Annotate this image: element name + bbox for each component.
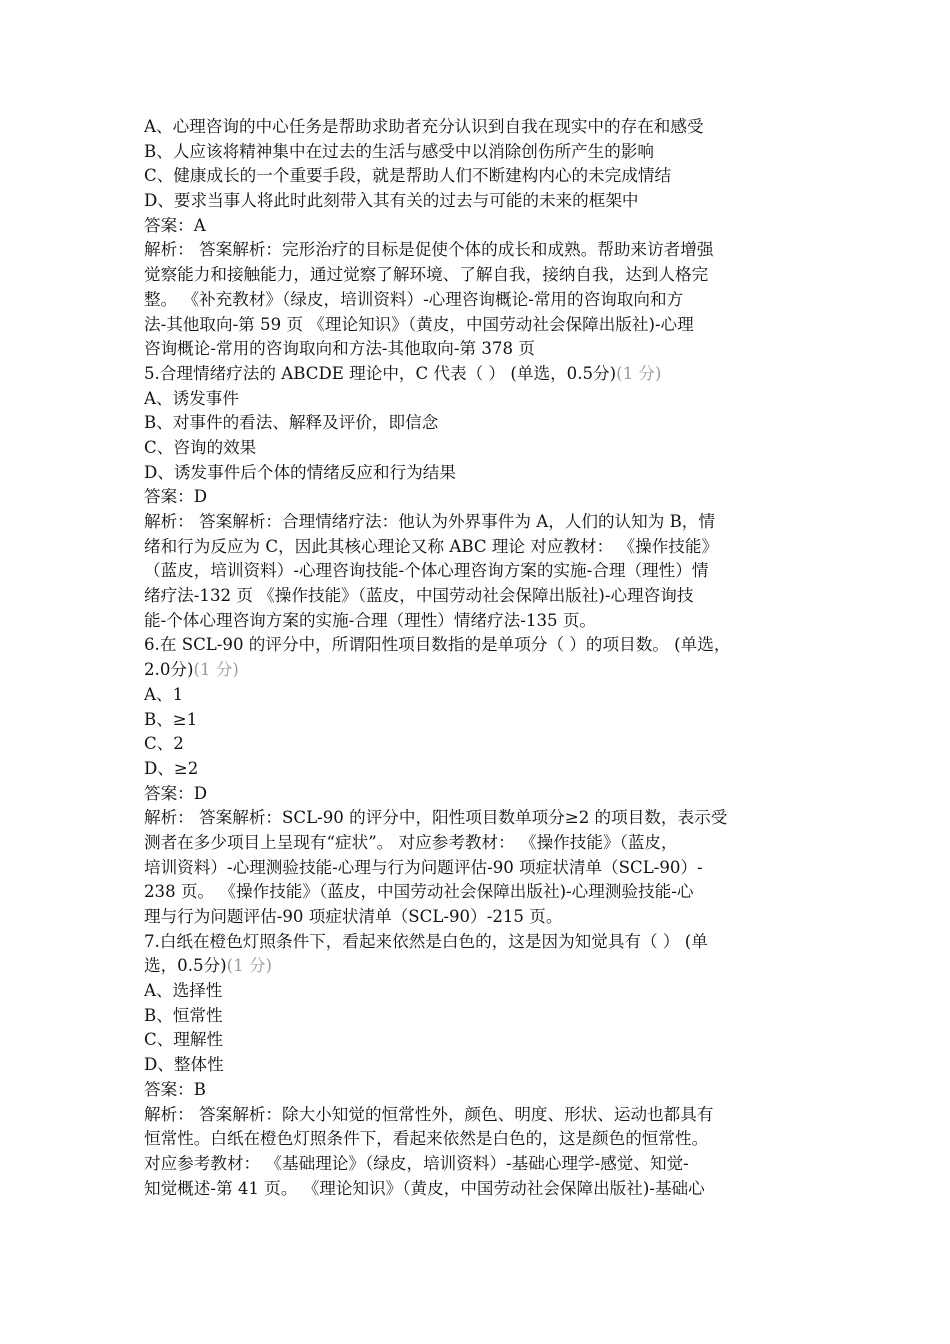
- q7-explanation-line: 对应参考教材： 《基础理论》（绿皮，培训资料）-基础心理学-感觉、知觉-: [144, 1153, 689, 1173]
- q7-explanation-line: 知觉概述-第 41 页。 《理论知识》（黄皮，中国劳动社会保障出版社)-基础心: [144, 1178, 705, 1198]
- q7-explanation-line: 恒常性。白纸在橙色灯照条件下，看起来依然是白色的，这是颜色的恒常性。: [144, 1129, 709, 1149]
- q5-option-d: D、诱发事件后个体的情绪反应和行为结果: [144, 462, 456, 482]
- q7-question: 7.白纸在橙色灯照条件下，看起来依然是白色的，这是因为知觉具有（ ） (单: [144, 931, 708, 951]
- q5-question: [144, 362, 812, 387]
- q5-explanation-line: （蓝皮，培训资料）-心理咨询技能-个体心理咨询方案的实施-合理（理性）情: [144, 561, 709, 581]
- q4-option-c: C、健康成长的一个重要手段，就是帮助人们不断建构内心的未完成情结: [144, 166, 672, 186]
- q7-option-d: D、整体性: [144, 1055, 224, 1075]
- q5-explanation-line: 解析： 答案解析：合理情绪疗法：他认为外界事件为 A，人们的认知为 B，情: [144, 512, 715, 531]
- q6-explanation-line: 238 页。 《操作技能》（蓝皮，中国劳动社会保障出版社)-心理测验技能-心: [144, 882, 694, 902]
- q4-explanation-line: 整。 《补充教材》（绿皮，培训资料）-心理咨询概论-常用的咨询取向和方: [144, 289, 684, 309]
- q5-answer: 答案：D: [144, 487, 208, 507]
- q7-question-cont: [144, 954, 812, 979]
- q6-score: (1 分): [193, 660, 239, 680]
- q6-option-d: D、≥2: [144, 758, 199, 778]
- q7-explanation-line: 解析： 答案解析：除大小知觉的恒常性外，颜色、明度、形状、运动也都具有: [144, 1104, 714, 1124]
- q4-option-a: A、心理咨询的中心任务是帮助求助者充分认识到自我在现实中的存在和感受: [144, 117, 704, 136]
- q4-explanation-line: 咨询概论-常用的咨询取向和方法-其他取向-第 378 页: [144, 339, 535, 359]
- q7-option-b: B、恒常性: [144, 1005, 223, 1025]
- q6-option-a: A、1: [144, 684, 184, 704]
- q6-question: 6.在 SCL-90 的评分中，所谓阳性项目数指的是单项分（ ）的项目数。 (单选，: [144, 635, 731, 655]
- q6-explanation-line: 理与行为问题评估-90 项症状清单（SCL-90）-215 页。: [144, 907, 563, 926]
- q4-option-d: D、要求当事人将此时此刻带入其有关的过去与可能的未来的框架中: [144, 191, 639, 211]
- q4-option-b: B、人应该将精神集中在过去的生活与感受中以消除创伤所产生的影响: [144, 141, 655, 161]
- q6-explanation-line: 解析： 答案解析：SCL-90 的评分中，阳性项目数单项分≥2 的项目数，表示受: [144, 808, 728, 828]
- q5-option-c: C、咨询的效果: [144, 437, 257, 457]
- q5-explanation-line: 绪和行为反应为 C，因此其核心理论又称 ABC 理论 对应教材： 《操作技能》: [144, 536, 719, 556]
- q5-option-b: B、对事件的看法、解释及评价，即信念: [144, 413, 439, 433]
- q6-option-c: C、2: [144, 734, 184, 754]
- q4-explanation-line: 解析： 答案解析：完形治疗的目标是促使个体的成长和成熟。帮助来访者增强: [144, 240, 714, 260]
- document-page: [144, 115, 812, 1201]
- q6-question-text: 2.0分): [144, 660, 194, 680]
- q7-score: (1 分): [226, 956, 273, 976]
- q6-question-cont: [144, 658, 812, 683]
- q6-explanation-line: 测者在多少项目上呈现有“症状”。 对应参考教材： 《操作技能》（蓝皮，: [144, 832, 678, 852]
- q7-answer: 答案：B: [144, 1079, 206, 1099]
- q7-question-text: 选，0.5分): [144, 956, 227, 976]
- q4-explanation-line: 觉察能力和接触能力，通过觉察了解环境、了解自我，接纳自我，达到人格完: [144, 265, 709, 285]
- q4-answer: 答案：A: [144, 215, 206, 235]
- q5-option-a: A、诱发事件: [144, 388, 239, 408]
- q5-explanation-line: 能-个体心理咨询方案的实施-合理（理性）情绪疗法-135 页。: [144, 610, 597, 630]
- q4-explanation-line: 法-其他取向-第 59 页 《理论知识》（黄皮，中国劳动社会保障出版社)-心理: [144, 314, 694, 334]
- q6-answer: 答案：D: [144, 783, 208, 803]
- q6-option-b: B、≥1: [144, 709, 198, 729]
- q5-score: (1 分): [616, 363, 662, 383]
- q7-option-a: A、选择性: [144, 981, 223, 1001]
- q7-option-c: C、理解性: [144, 1030, 224, 1050]
- q5-question-text: 5.合理情绪疗法的 ABCDE 理论中，C 代表（ ） (单选，0.5分): [144, 363, 617, 383]
- q5-explanation-line: 绪疗法-132 页 《操作技能》（蓝皮，中国劳动社会保障出版社)-心理咨询技: [144, 586, 694, 606]
- q6-explanation-line: 培训资料）-心理测验技能-心理与行为问题评估-90 项症状清单（SCL-90）-: [144, 857, 703, 877]
